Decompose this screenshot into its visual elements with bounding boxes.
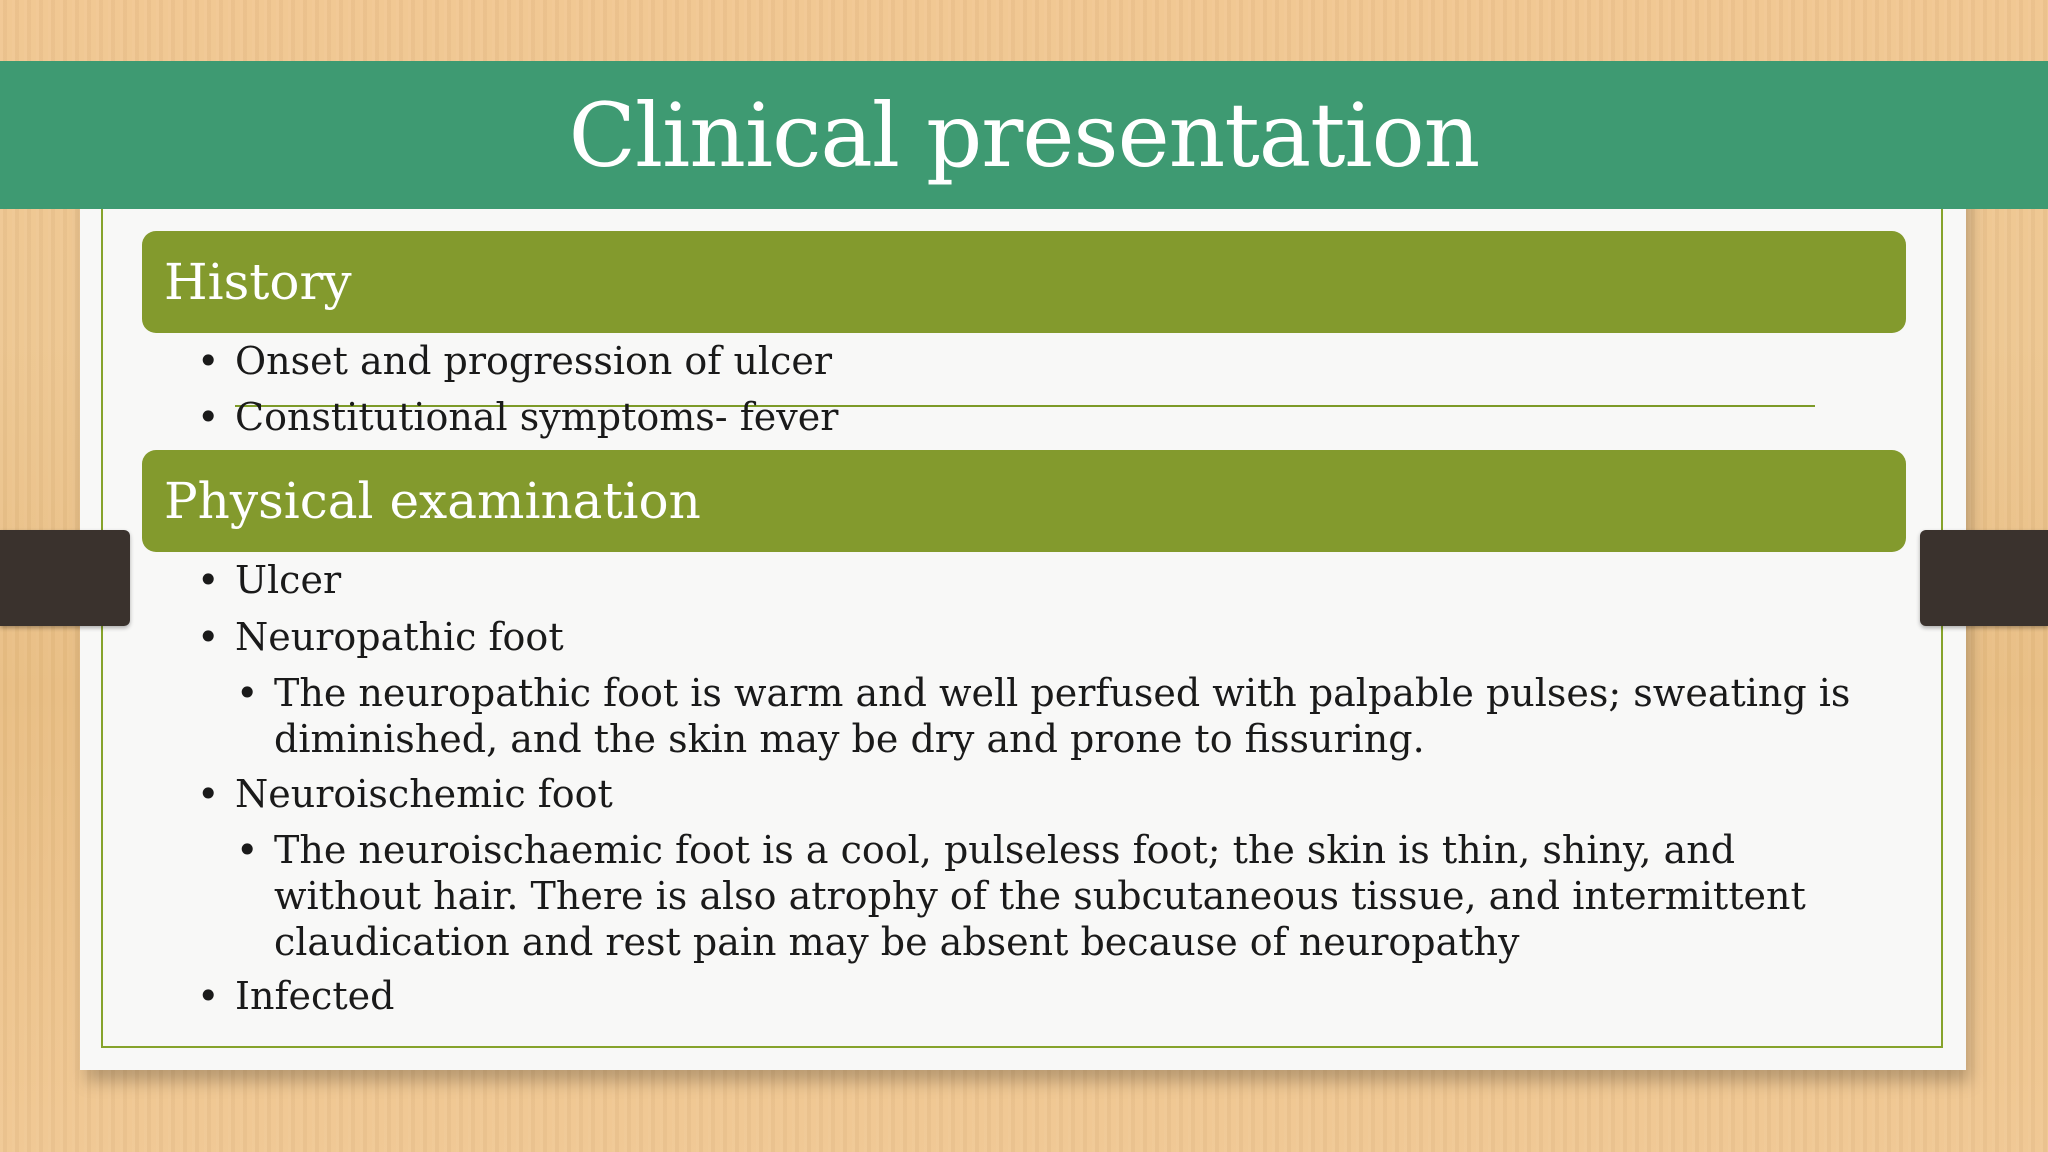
title-banner <box>0 61 2048 209</box>
section-heading: History <box>164 253 352 311</box>
section-header-history <box>142 231 1906 333</box>
list-item <box>197 614 564 660</box>
section-heading: Physical examination <box>164 472 701 530</box>
list-item <box>197 338 833 384</box>
list-item <box>197 771 613 817</box>
sub-list-item <box>236 670 1894 762</box>
list-item-text: Ulcer <box>235 558 342 602</box>
bullet-icon: • <box>197 558 220 602</box>
section-header-physical-examination <box>142 450 1906 552</box>
list-item-text: Neuroischemic foot <box>235 772 613 816</box>
slide-title: Clinical presentation <box>568 83 1480 187</box>
bullet-icon: • <box>197 339 220 383</box>
list-item <box>197 973 395 1019</box>
list-item-text: Constitutional symptoms- fever <box>235 395 839 439</box>
list-item <box>197 557 342 603</box>
bullet-icon: • <box>236 828 259 872</box>
binder-clip-left <box>0 530 130 626</box>
bullet-icon: • <box>236 671 259 715</box>
binder-clip-right <box>1920 530 2048 626</box>
bullet-icon: • <box>197 974 220 1018</box>
bullet-icon: • <box>197 615 220 659</box>
list-item-text: Neuropathic foot <box>235 615 564 659</box>
bullet-icon: • <box>197 772 220 816</box>
list-item-text: Onset and progression of ulcer <box>235 339 833 383</box>
sub-list-item <box>236 827 1894 965</box>
list-item-text: Infected <box>235 974 395 1018</box>
bullet-icon: • <box>197 395 220 439</box>
list-item <box>197 394 839 440</box>
sub-list-item-text: The neuroischaemic foot is a cool, pulseless foot; the skin is thin, shiny, and without hair. There is also atrophy of the subcutaneous tissue, and intermittent claudication and rest pain may be absent because of neuropathy <box>274 828 1806 964</box>
sub-list-item-text: The neuropathic foot is warm and well perfused with palpable pulses; sweating is diminished, and the skin may be dry and prone to fissuring. <box>274 671 1851 761</box>
